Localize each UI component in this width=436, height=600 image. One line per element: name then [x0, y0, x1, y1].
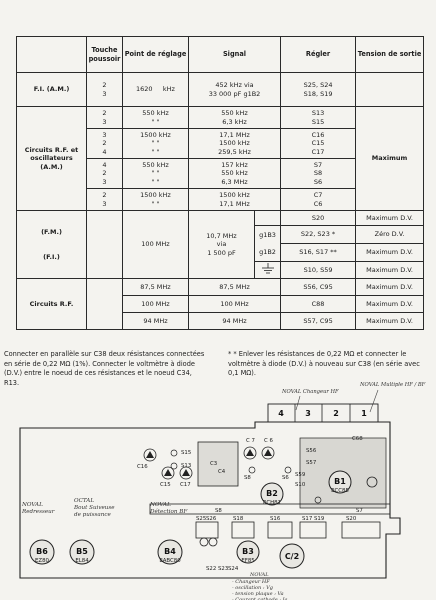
fi-am-tension: [356, 73, 424, 107]
tube-b4-type: EABC80: [159, 558, 181, 564]
connector-num: 4: [278, 409, 284, 418]
fm-point: 100 MHz: [123, 211, 189, 279]
rf-regler: S56, C95: [281, 279, 356, 296]
fi-am-touche: [87, 73, 123, 107]
cell-value: 2: [102, 109, 107, 118]
fm-regler: S22, S23 *: [281, 226, 356, 244]
coil-s8: [249, 467, 255, 473]
grid-spacer: [256, 239, 279, 248]
tube-b3-id: B3: [242, 547, 254, 556]
c3-c4-block: [198, 442, 238, 486]
label-s6: S6: [282, 475, 289, 481]
label-s18: S18: [233, 516, 244, 522]
trimmer-arrow-icon: [146, 451, 154, 458]
trimmer-arrow-icon: [246, 449, 254, 456]
tube-b3-type: EF85: [241, 558, 255, 564]
osc-signal: [189, 189, 281, 211]
cell-value: 3: [102, 199, 107, 208]
label-s22: S22: [206, 566, 217, 572]
note-left: Connecter en parallèle sur C38 deux résistances connectées en série de 0,22 MΩ (1%). Connecter le voltmètre à diode (D.V.) entre le noeud de ces résistances et le noeud C34, R13.: [4, 350, 205, 387]
rf-touche: [87, 279, 123, 330]
rf-signal: 87,5 MHz: [189, 279, 281, 296]
group-fi-am: F.I. (A.M.): [17, 73, 87, 107]
hw-octal-bout: [73, 498, 116, 518]
osc-signal: [189, 107, 281, 129]
label-s24: S24: [228, 566, 239, 572]
tube-b2-id: B2: [266, 489, 278, 498]
osc-regler: [281, 129, 356, 159]
tube-b4-id: B4: [164, 547, 176, 556]
ground-symbol-icon: [261, 263, 275, 275]
hw-arrow: [370, 390, 378, 412]
cell-value: 6,3 kHz: [222, 117, 247, 126]
cell-value: 2: [102, 191, 107, 200]
hw-line: de puissance: [74, 512, 111, 518]
cell-value: 1500 kHz: [140, 131, 171, 140]
cell-value: S6: [313, 177, 323, 186]
cell-value: S18, S19: [303, 89, 333, 98]
tube-b1-type: ECC85: [331, 488, 349, 494]
label-s10: S10: [295, 482, 306, 488]
osc-touche: [87, 107, 123, 129]
fm-regler: S10, S59: [281, 262, 356, 279]
cell-value: 3: [102, 117, 107, 126]
hw-line: Redresseur: [22, 509, 55, 515]
label-s20: S20: [346, 516, 357, 522]
label-s15: S15: [181, 450, 192, 456]
rf-point: 94 MHz: [123, 313, 189, 330]
tube-b6-id: B6: [36, 547, 48, 556]
hw-line: OCTAL: [74, 498, 95, 504]
group-fi: (F.I.): [43, 252, 60, 261]
cell-value: 1 500 pF: [207, 248, 236, 257]
hw-line: NOVAL: [150, 502, 171, 508]
group-circuits-rf-osc: Circuits R.F. et oscillateurs (A.M.): [17, 107, 87, 211]
group-circuits-rf: Circuits R.F.: [17, 279, 87, 330]
chassis-layout-diagram: [0, 378, 436, 600]
fm-regler: S20: [281, 211, 356, 226]
grid-top-label: g1B3: [259, 230, 276, 239]
table-row-fi-am: [17, 73, 424, 107]
osc-signal: [189, 159, 281, 189]
tube-b1-id: B1: [334, 477, 346, 486]
hw-noval-multi: NOVAL Multiple HF / BF: [360, 382, 426, 388]
cell-value: 6,3 MHz: [221, 177, 248, 186]
fm-grid: [255, 226, 281, 262]
label-s26: S26: [206, 516, 217, 522]
label-c15: C15: [160, 482, 171, 488]
header-empty: [17, 37, 87, 73]
hw-bottom-line: - Courant cathode : Ia: [232, 597, 288, 600]
label-s57: S57: [306, 460, 317, 466]
cell-value: C15: [311, 139, 325, 148]
fm-regler: S16, S17 **: [281, 244, 356, 262]
cell-value: 3: [102, 131, 107, 140]
osc-touche: [87, 129, 123, 159]
label-c6: C 6: [264, 438, 273, 444]
cell-value: 1500 kHz: [140, 191, 171, 200]
cell-value: S8: [313, 169, 323, 178]
cell-value: S13: [311, 109, 325, 118]
coil-s25: [209, 538, 217, 546]
tube-b5-type: EL84: [75, 558, 89, 564]
alignment-table: [16, 36, 424, 330]
fm-tension: Maximum D.V.: [356, 211, 424, 226]
header-signal: Signal: [189, 37, 281, 73]
cell-value: C7: [313, 191, 323, 200]
coil-s13: [171, 463, 177, 469]
label-c17: C17: [180, 482, 191, 488]
rf-tension: Maximum D.V.: [356, 296, 424, 313]
cell-value: 2: [102, 169, 107, 178]
tube-b2-type: ECH81: [262, 500, 282, 506]
group-fm-fi: [17, 211, 87, 279]
fm-tension: Maximum D.V.: [356, 244, 424, 262]
cell-value: 3: [102, 177, 107, 186]
connector-num: 1: [361, 409, 367, 418]
cell-value: 4: [102, 147, 107, 156]
osc-tension: Maximum: [356, 107, 424, 211]
osc-point: [123, 159, 189, 189]
label-s17: S17: [302, 516, 313, 522]
fi-am-point: [123, 73, 189, 107]
label-c16: C16: [137, 464, 148, 470]
cell-value: S15: [311, 117, 325, 126]
if-can-s20: [342, 522, 380, 538]
label-s23: S23: [218, 566, 229, 572]
fm-grid-empty: [255, 211, 281, 226]
label-s56: S56: [306, 448, 317, 454]
osc-point: [123, 129, 189, 159]
rf-point: 100 MHz: [123, 296, 189, 313]
osc-regler: [281, 159, 356, 189]
cell-value: " ": [151, 177, 160, 186]
label-c4: C4: [218, 469, 226, 475]
fi-am-signal: [189, 73, 281, 107]
label-s25: S25: [196, 516, 207, 522]
cell-value: 4: [102, 161, 107, 170]
cell-value: 550 kHz: [142, 161, 169, 170]
cell-value: 1500 kHz: [219, 139, 250, 148]
cell-value: 2: [102, 81, 107, 90]
hw-arrow: [296, 396, 300, 410]
label-s8: S8: [244, 475, 251, 481]
label-s19: S19: [314, 516, 325, 522]
rf-signal: 94 MHz: [189, 313, 281, 330]
if-can-s18: [232, 522, 254, 538]
coil-s15: [171, 450, 177, 456]
fm-signal: [189, 211, 255, 279]
cell-value: 3: [102, 89, 107, 98]
fm-tension: Maximum D.V.: [356, 262, 424, 279]
hw-bottom-line: - Changeur HF: [232, 579, 270, 585]
cell-value: 1620: [136, 85, 153, 94]
cell-value: 550 kHz: [221, 169, 248, 178]
fi-am-regler: [281, 73, 356, 107]
cell-value: 1500 kHz: [219, 191, 250, 200]
rf-point: 87,5 MHz: [123, 279, 189, 296]
cell-value: 452 kHz via: [215, 81, 254, 90]
cell-value: S7: [313, 161, 323, 170]
fm-tension: Zéro D.V.: [356, 226, 424, 244]
tube-b6-type: EZ80: [35, 558, 49, 564]
label-c68: C68: [352, 436, 363, 442]
label-c3: C3: [210, 461, 218, 467]
hw-noval-changeur: NOVAL Changeur HF: [282, 389, 339, 395]
cell-value: 2: [102, 139, 107, 148]
cell-value: " ": [151, 147, 160, 156]
trimmer-arrow-icon: [164, 469, 172, 476]
fm-touche: [87, 211, 123, 279]
hw-line: Détection BF: [150, 509, 188, 515]
cell-value: C6: [313, 199, 323, 208]
label-s16: S16: [270, 516, 281, 522]
grid-bottom-label: g1B2: [259, 248, 276, 256]
tube-b5-id: B5: [76, 547, 88, 556]
table-row-rf: [17, 279, 424, 296]
rf-signal: 100 MHz: [189, 296, 281, 313]
table-row-fm: [17, 211, 424, 226]
hw-bottom-noval: NOVAL: [250, 572, 269, 578]
hw-noval-redresseur: [21, 502, 55, 515]
osc-touche: [87, 159, 123, 189]
rf-regler: C88: [281, 296, 356, 313]
osc-signal: [189, 129, 281, 159]
label-s59: S59: [295, 472, 306, 478]
cell-value: 17,1 MHz: [219, 199, 250, 208]
hw-line: Bout Suiveuse: [74, 505, 115, 511]
hw-bottom-line: - tension plaque : Va: [232, 591, 284, 597]
label-c7: C 7: [246, 438, 255, 444]
if-can-s16: [268, 522, 292, 538]
cell-value: 10,7 MHz: [206, 232, 237, 241]
osc-point: [123, 107, 189, 129]
note-right: * * Enlever les résistances de 0,22 MΩ et connecter le voltmètre à diode (D.V.) à nouveau sur C38 (en série avec 0,1 MΩ).: [228, 350, 420, 378]
connector-num: 3: [305, 409, 311, 418]
rf-regler: S57, C95: [281, 313, 356, 330]
cell-value: 17,1 MHz: [219, 131, 250, 140]
label-s13: S13: [181, 463, 192, 469]
cell-unit: kHz: [162, 85, 175, 94]
header-tension: Tension de sortie: [356, 37, 424, 73]
cell-value: S25, S24: [303, 81, 333, 90]
cell-value: 33 000 pF g1B2: [208, 89, 261, 98]
label-c-half: C/2: [284, 552, 300, 561]
cell-value: 550 kHz: [142, 109, 169, 118]
cell-value: 259,5 kHz: [218, 147, 251, 156]
osc-touche: [87, 189, 123, 211]
trimmer-arrow-icon: [264, 449, 272, 456]
osc-regler: [281, 107, 356, 129]
rf-tension: Maximum D.V.: [356, 279, 424, 296]
cell-value: " ": [151, 139, 160, 148]
cell-value: " ": [151, 199, 160, 208]
osc-point: [123, 189, 189, 211]
cell-value: 550 kHz: [221, 109, 248, 118]
coil-s6: [285, 467, 291, 473]
cell-value: 157 kHz: [221, 161, 248, 170]
label-strip-s8: S8: [215, 508, 222, 514]
coil-s26: [200, 538, 208, 546]
header-point: Point de réglage: [123, 37, 189, 73]
table-header-row: [17, 37, 424, 73]
cell-value: " ": [151, 169, 160, 178]
trimmer-arrow-icon: [182, 469, 190, 476]
fm-ground-cell: [255, 262, 281, 279]
osc-regler: [281, 189, 356, 211]
label-strip-s7: S7: [356, 508, 363, 514]
cell-value: C17: [311, 147, 325, 156]
group-fm: (F.M.): [41, 228, 62, 237]
connector-num: 2: [333, 409, 339, 418]
hw-line: NOVAL: [22, 502, 43, 508]
header-touche: Touche poussoir: [87, 37, 123, 73]
if-can-s17: [300, 522, 326, 538]
rf-tension: Maximum D.V.: [356, 313, 424, 330]
table-row-osc: [17, 107, 424, 129]
hw-bottom-line: - oscillation : Vg: [232, 585, 273, 591]
if-can-s25: [196, 522, 218, 538]
cell-value: " ": [151, 117, 160, 126]
cell-value: via: [216, 240, 227, 249]
cell-value: C16: [311, 131, 325, 140]
header-regler: Régler: [281, 37, 356, 73]
